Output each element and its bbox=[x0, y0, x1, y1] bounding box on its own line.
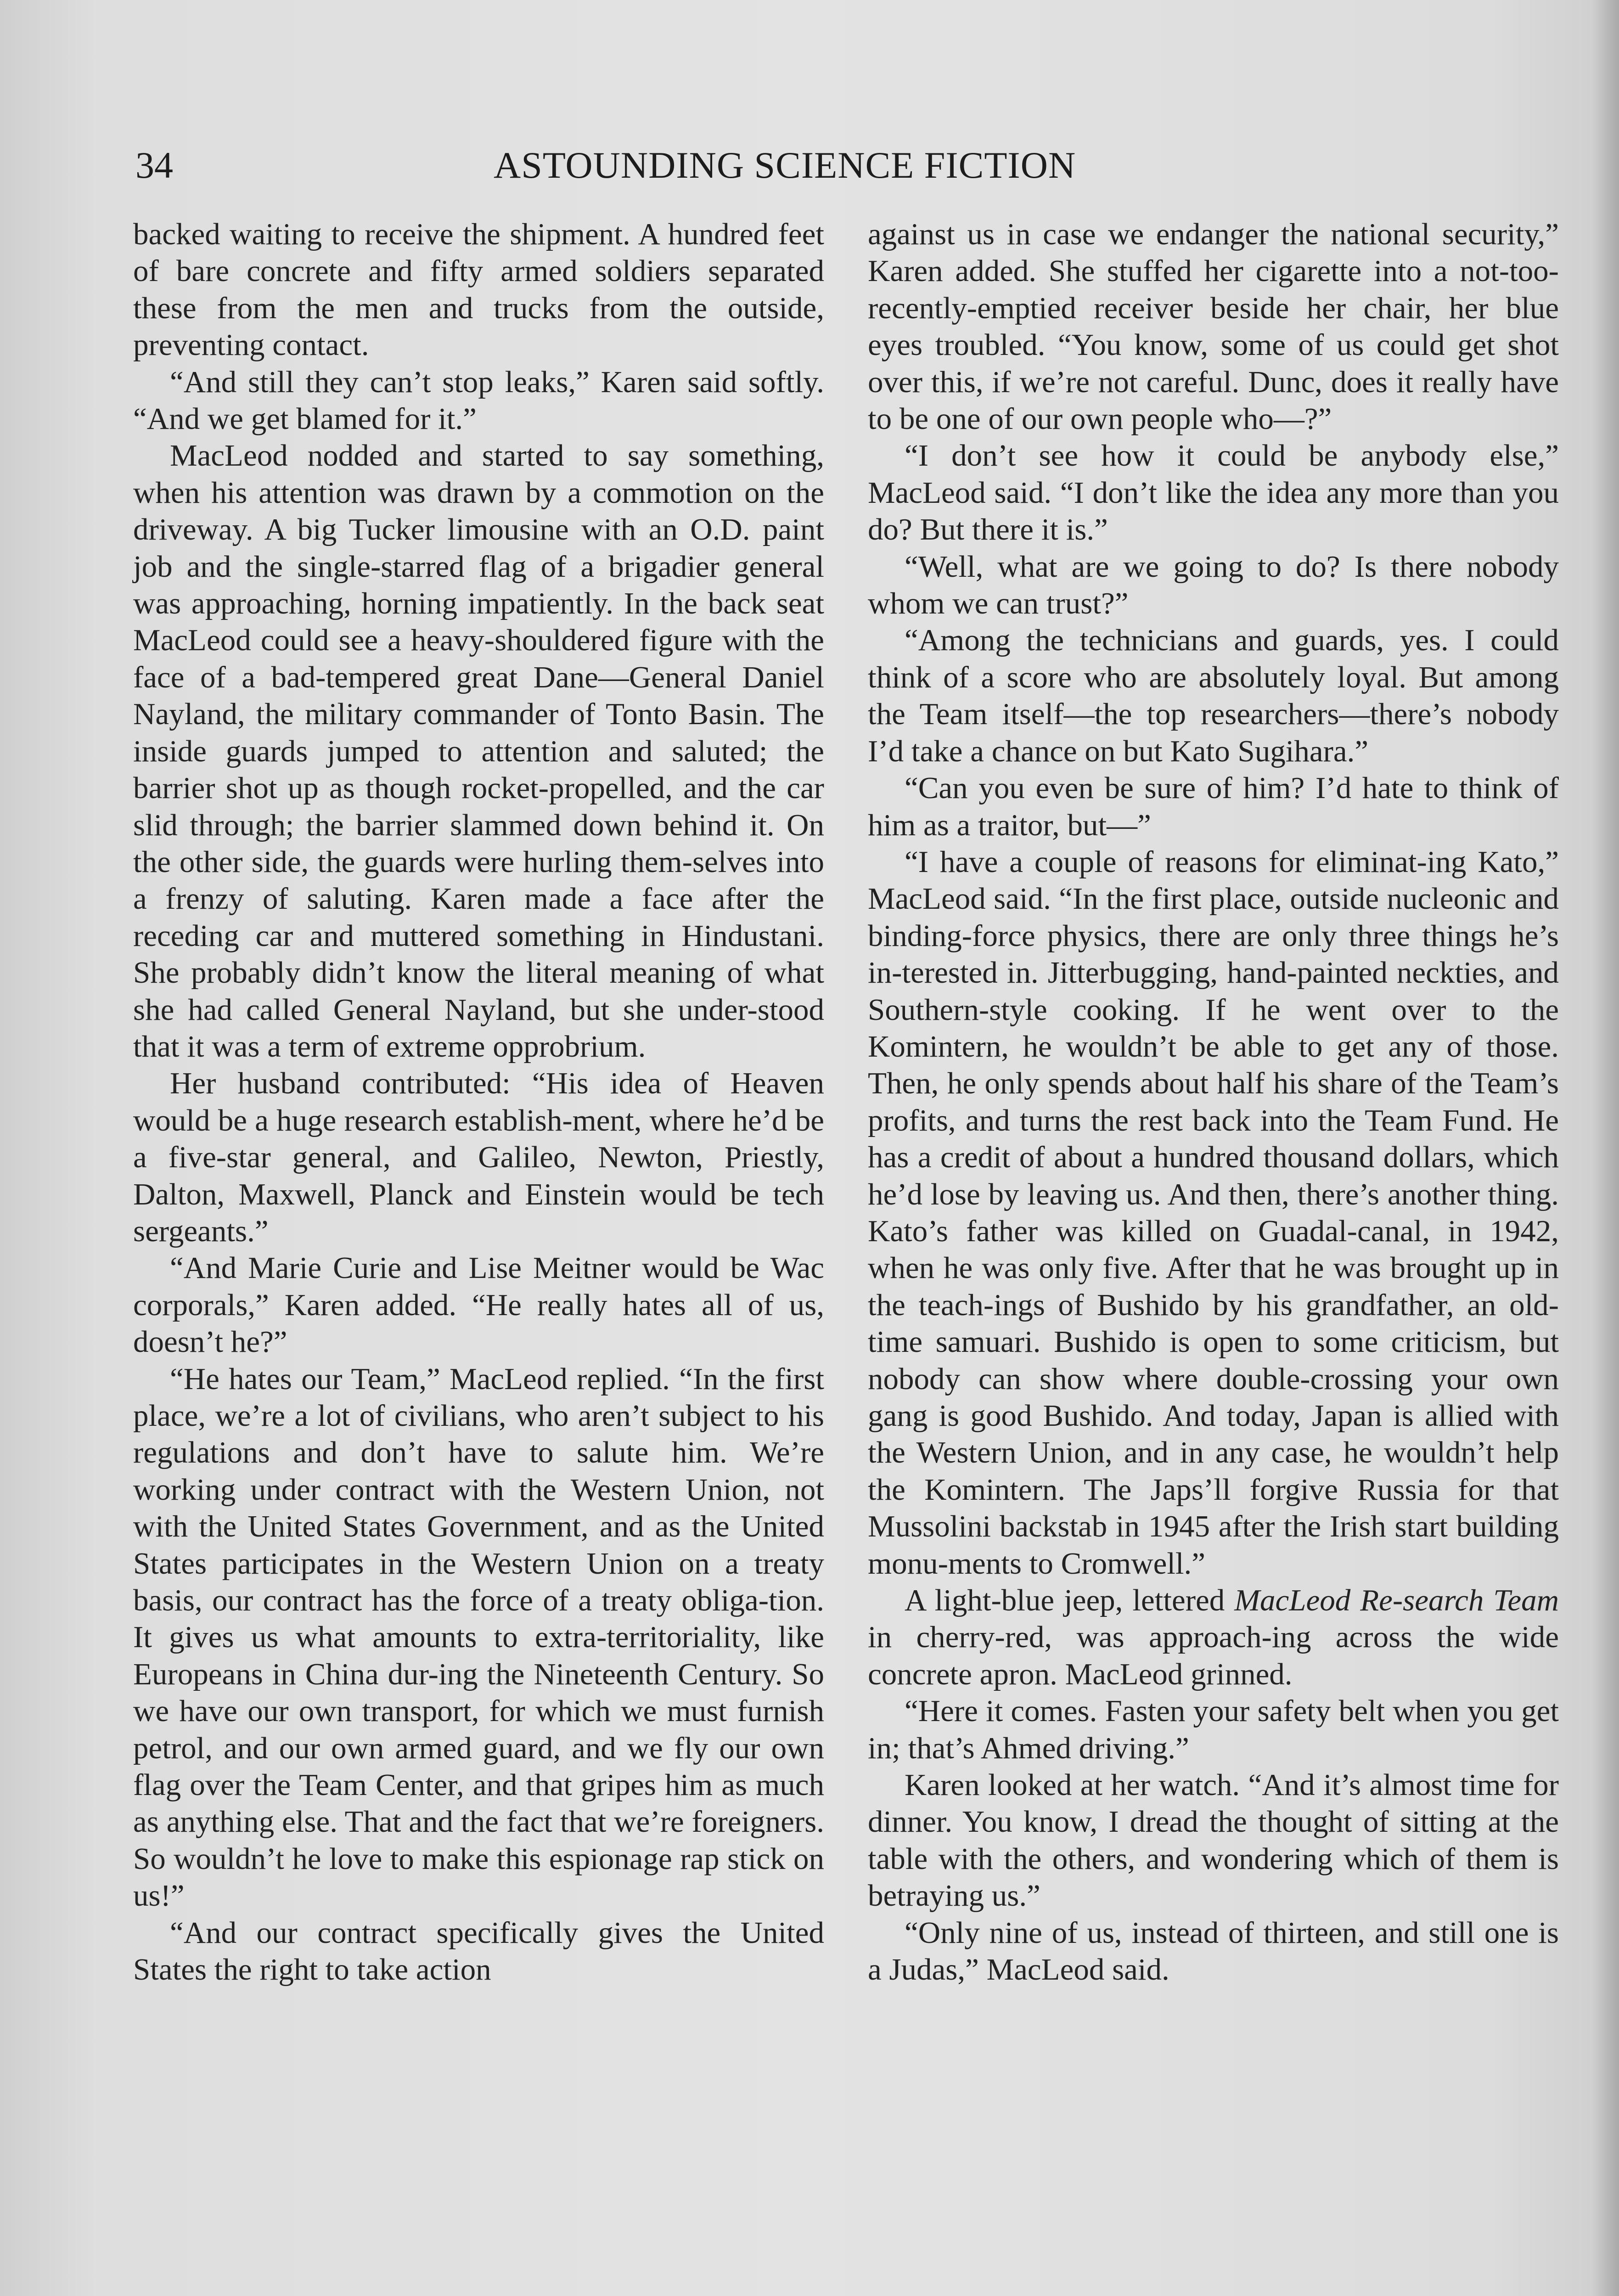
paragraph: “Among the technicians and guards, yes. I could think of a score who are absolutely loyal. But among the Team itself—the top researchers—there’s nobody I’d take a chance on but Kato Sugihara.” bbox=[868, 623, 1559, 768]
paragraph: “And Marie Curie and Lise Meitner would be Wac corporals,” Karen added. “He really hates all of us, doesn’t he?” bbox=[133, 1251, 824, 1359]
paragraph: “I have a couple of reasons for eliminat-ing Kato,” MacLeod said. “In the first place, outside nucleonic and binding-force physics, there are only three things he’s in-terested in. Jitterbugging, hand-painted neckties, and Southern-style cooking. If he went over to the Komintern, he wouldn’t be able to get any of those. Then, he only spends about half his share of the Team’s profits, and turns the rest back into the Team Fund. He has a credit of about a hundred thousand dollars, which he’d lose by leaving us. And then, there’s another thing. Kato’s father was killed on Guadal-canal, in 1942, when he was only five. After that he was brought up in the teach-ings of Bushido by his grandfather, an old-time samuari. Bushido is open to some criticism, but nobody can show where double-crossing your own gang is good Bushido. And today, Japan is allied with the Western Union, and in any case, he wouldn’t help the Komintern. The Japs’ll forgive Russia for that Mussolini backstab in 1945 after the Irish start building monu-ments to Cromwell.” bbox=[868, 844, 1559, 1581]
paragraph: Karen looked at her watch. “And it’s almost time for dinner. You know, I dread the thought of sitting at the table with the others, and wondering which of them is betraying us.” bbox=[868, 1768, 1559, 1913]
paragraph-jeep bbox=[868, 1582, 1559, 1693]
paragraph: “He hates our Team,” MacLeod replied. “In the first place, we’re a lot of civilians, who aren’t subject to his regulations and don’t have to salute him. We’re working under contract with the Western Union, not with the United States Government, and as the United States participates in the Western Union on a treaty basis, our contract has the force of a treaty obliga-tion. It gives us what amounts to extra-territoriality, like Europeans in China dur-ing the Nineteenth Century. So we have our own transport, for which we must furnish petrol, and our own armed guard, and we fly our own flag over the Team Center, and that gripes him as much as anything else. That and the fact that we’re foreigners. So wouldn’t he love to make this espionage rap stick on us!” bbox=[133, 1362, 824, 1913]
paragraph: “Here it comes. Fasten your safety belt when you get in; that’s Ahmed driving.” bbox=[868, 1694, 1559, 1765]
paragraph: MacLeod nodded and started to say something, when his attention was drawn by a commotion on the driveway. A big Tucker limousine with an O.D. paint job and the single-starred flag of a brigadier general was approaching, horning impatiently. In the back seat MacLeod could see a heavy-shouldered figure with the face of a bad-tempered great Dane—General Daniel Nayland, the military commander of Tonto Basin. The inside guards jumped to attention and saluted; the barrier shot up as though rocket-propelled, and the car slid through; the barrier slammed down behind it. On the other side, the guards were hurling them-selves into a frenzy of saluting. Karen made a face after the receding car and muttered something in Hindustani. She probably didn’t know the literal meaning of what she had called General Nayland, but she under-stood that it was a term of extreme opprobrium. bbox=[133, 439, 824, 1064]
running-title: ASTOUNDING SCIENCE FICTION bbox=[494, 144, 1076, 186]
team-name-italic: MacLeod Re-search Team bbox=[1234, 1583, 1559, 1618]
paragraph: against us in case we endanger the national security,” Karen added. She stuffed her cigarette into a not-too-recently-emptied receiver beside her chair, her blue eyes troubled. “You know, some of us could get shot over this, if we’re not careful. Dunc, does it really have to be one of our own people who—?” bbox=[868, 217, 1559, 436]
paragraph: “Only nine of us, instead of thirteen, and still one is a Judas,” MacLeod said. bbox=[868, 1915, 1559, 1987]
paragraph: “And our contract specifically gives the United States the right to take action bbox=[133, 1915, 824, 1987]
paragraph: “I don’t see how it could be anybody else,” MacLeod said. “I don’t like the idea any more than you do? But there it is.” bbox=[868, 439, 1559, 547]
jeep-text-after: in cherry-red, was approach-ing across the wide concrete apron. MacLeod grinned. bbox=[868, 1620, 1559, 1691]
paragraph: “And still they can’t stop leaks,” Karen said softly. “And we get blamed for it.” bbox=[133, 365, 824, 436]
running-header bbox=[135, 140, 1563, 191]
paragraph: Her husband contributed: “His idea of Heaven would be a huge research establish-ment, where he’d be a five-star general, and Galileo, Newton, Priestly, Dalton, Maxwell, Planck and Einstein would be tech sergeants.” bbox=[133, 1066, 824, 1248]
page-number: 34 bbox=[135, 144, 173, 186]
page-edge-shadow bbox=[1591, 0, 1619, 2296]
paragraph: “Well, what are we going to do? Is there nobody whom we can trust?” bbox=[868, 549, 1559, 621]
left-column bbox=[133, 216, 824, 1988]
paragraph: backed waiting to receive the shipment. A hundred feet of bare concrete and fifty armed soldiers separated these from the men and trucks from the outside, preventing contact. bbox=[133, 217, 824, 362]
jeep-text-before: A light-blue jeep, lettered bbox=[905, 1583, 1235, 1618]
right-column bbox=[868, 216, 1559, 1988]
paragraph: “Can you even be sure of him? I’d hate to think of him as a traitor, but—” bbox=[868, 771, 1559, 842]
